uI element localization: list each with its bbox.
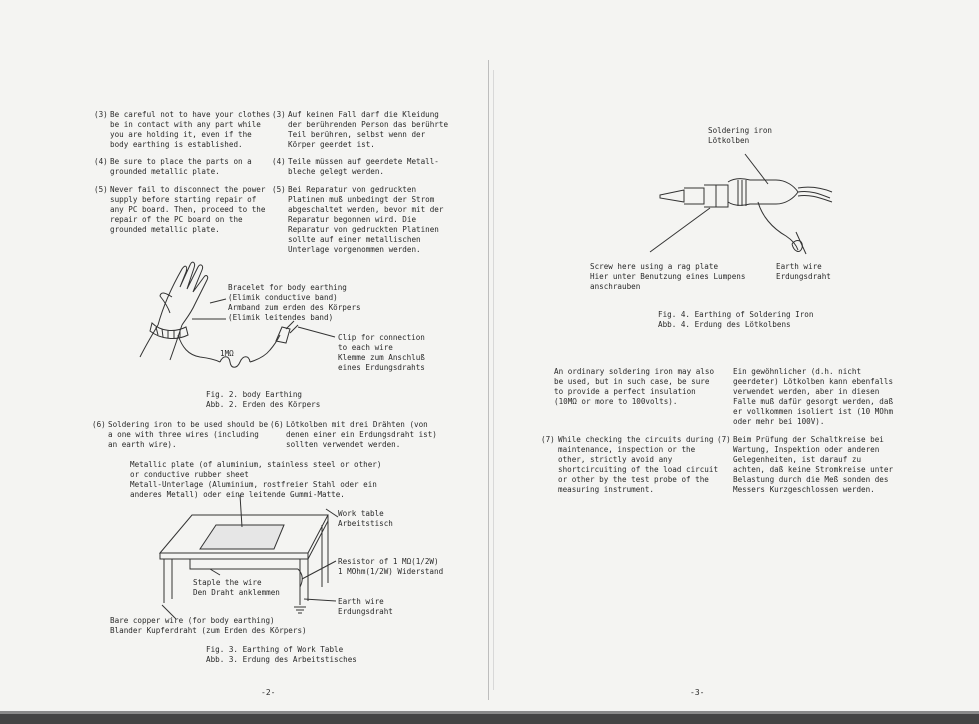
fig-3-drawing: [150, 495, 350, 625]
paragraph-en: An ordinary soldering iron may also be used, but in such case, be sure to provide a perfect insulation (10MΩ or more to 100volts).: [554, 367, 715, 406]
fig-2-resistor-label: 1MΩ: [220, 349, 234, 358]
item-3-text-en: Be careful not to have your clothes be in contact with any part while you are holding it, even if the body earthing is established.: [110, 110, 271, 149]
item-6-number-en: (6): [92, 420, 106, 429]
fig-3-work-table-label: Work table Arbeitstisch: [338, 509, 393, 528]
item-5-number-en: (5): [94, 185, 108, 194]
item-5-text-en: Never fail to disconnect the power supply before starting repair of any PC board. Then, proceed to the repair of the PC board on the grounded metallic plate.: [110, 185, 266, 234]
item-4-number-en: (4): [94, 157, 108, 166]
scan-edge: [0, 714, 979, 724]
metallic-plate-label: Metallic plate (of aluminium, stainless steel or other) or conductive rubber sheet Metall-Unterlage (Aluminium, rostfreier Stahl oder ein anderes Metall) oder eine leitende Gummi-Matte.: [130, 460, 382, 499]
right-page-number: -3-: [690, 688, 705, 697]
item-5-number-de: (5): [272, 185, 286, 194]
paragraph-de: Ein gewöhnlicher (d.h. nicht geerdeter) Lötkolben kann ebenfalls verwendet werden, aber in diesen Falle muß dafür gesorgt werden, daß er vollkommen isoliert ist (10 MOhm oder mehr bei 100V).: [733, 367, 894, 426]
item-3-text-de: Auf keinen Fall darf die Kleidung der berührenden Person das berührte Teil berühren, selbst wenn der Körper geerdet ist.: [288, 110, 449, 149]
fig-2-bracelet-label: Bracelet for body earthing (Elimik conductive band) Armband zum erden des Körpers (Elimik leitendes band): [228, 283, 361, 322]
item-3-number-en: (3): [94, 110, 108, 119]
item-6-text-de: Lötkolben mit drei Drähten (von denen einer ein Erdungsdraht ist) sollten verwendet werden.: [286, 420, 437, 449]
item-6-text-en: Soldering iron to be used should be a one with three wires (including an earth wire).: [108, 420, 269, 449]
fig-4-caption: Fig. 4. Earthing of Soldering Iron Abb. 4. Erdung des Lötkolbens: [658, 310, 814, 329]
item-7-text-de: Beim Prüfung der Schaltkreise bei Wartung, Inspektion oder anderen Gelegenheiten, ist darauf zu achten, daß keine Stromkreise unter Belastung durch die Meß sonden des Messers Kurzgeschlossen werden.: [733, 435, 894, 494]
item-4-text-de: Teile müssen auf geerdete Metall- bleche gelegt werden.: [288, 157, 439, 176]
item-7-text-en: While checking the circuits during maintenance, inspection or the other, strictly avoid any shortcircuiting of the load circuit or other by the test probe of the measuring instrument.: [558, 435, 719, 494]
fig-3-resistor-label: Resistor of 1 MΩ(1/2W) 1 MOhm(1/2W) Widerstand: [338, 557, 444, 576]
fig-4-screw-label: Screw here using a rag plate Hier unter Benutzung eines Lumpens anschrauben: [590, 262, 746, 291]
fig-3-staple-label: Staple the wire Den Draht anklemmen: [193, 578, 280, 597]
fig-3-caption: Fig. 3. Earthing of Work Table Abb. 3. Erdung des Arbeitstisches: [206, 645, 357, 664]
fig-4-drawing: [600, 140, 880, 270]
item-6-number-de: (6): [270, 420, 284, 429]
page-gutter-shadow: [493, 70, 494, 690]
item-4-number-de: (4): [272, 157, 286, 166]
fig-2-caption: Fig. 2. body Earthing Abb. 2. Erden des Körpers: [206, 390, 321, 409]
fig-3-bare-wire-label: Bare copper wire (for body earthing) Blander Kupferdraht (zum Erden des Körpers): [110, 616, 307, 635]
fig-4-earth-wire-label: Earth wire Erdungsdraht: [776, 262, 831, 281]
item-5-text-de: Bei Reparatur von gedruckten Platinen muß unbedingt der Strom abgeschaltet werden, bevor mit der Reparatur begonnen wird. Die Reparatur von gedruckten Platinen sollte auf einer metallischen Unterlage vorgenommen werden.: [288, 185, 444, 254]
item-3-number-de: (3): [272, 110, 286, 119]
item-7-number-en: (7): [541, 435, 555, 444]
fig-3-earth-wire-label: Earth wire Erdungsdraht: [338, 597, 393, 616]
page-gutter: [488, 60, 489, 700]
fig-4-iron-label: Soldering iron Lötkolben: [708, 126, 773, 145]
fig-2-clip-label: Clip for connection to each wire Klemme zum Anschluß eines Erdungsdrahts: [338, 333, 425, 372]
left-page-number: -2-: [261, 688, 276, 697]
item-7-number-de: (7): [717, 435, 731, 444]
item-4-text-en: Be sure to place the parts on a grounded metallic plate.: [110, 157, 252, 176]
